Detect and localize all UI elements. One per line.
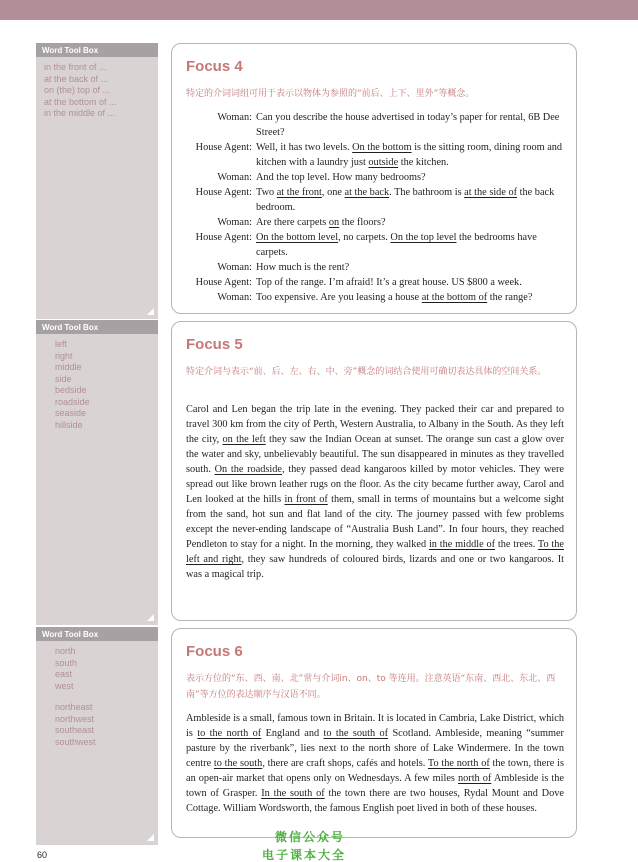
list-item: northeast xyxy=(55,702,93,712)
focus-description: 特定介词与表示“前、后、左、右、中、旁”概念的词结合使用可确切表达具体的空间关系。 xyxy=(186,367,547,377)
list-item: in the front of ... xyxy=(44,62,107,72)
speaker-label: House Agent: xyxy=(195,142,252,153)
focus-title: Focus 6 xyxy=(186,643,243,660)
corner-fold-icon xyxy=(147,308,154,315)
text-run: the back bedroom. xyxy=(256,187,555,213)
underlined-phrase: at the side of xyxy=(464,187,518,198)
underlined-phrase: In the south of xyxy=(261,788,325,799)
word-tool-box-1 xyxy=(36,43,158,319)
text-run: , they saw hundreds of coloured birds, lizards and one or two kangaroos. It was a magical trip. xyxy=(186,554,564,580)
list-item: bedside xyxy=(55,385,87,395)
list-item: at the bottom of ... xyxy=(44,96,117,107)
dialogue-row xyxy=(186,110,564,140)
list-spacer xyxy=(55,692,152,702)
watermark-line-2: 电子课本大全 xyxy=(262,848,347,862)
focus-title: Focus 5 xyxy=(186,336,243,353)
dialogue-line xyxy=(256,230,564,260)
text-run: the range? xyxy=(487,292,533,303)
list-item: east xyxy=(55,669,73,679)
underlined-phrase: at the bottom of xyxy=(421,292,488,303)
underlined-phrase: On the bottom level xyxy=(256,232,339,243)
dialogue-row xyxy=(186,185,564,215)
underlined-phrase: To the left and right xyxy=(186,539,564,565)
text-run: the bedrooms have carpets. xyxy=(256,232,537,258)
page-number: 60 xyxy=(37,850,48,860)
speaker-label: House Agent: xyxy=(195,232,252,243)
list-item: seaside xyxy=(55,408,87,418)
word-tool-box-list xyxy=(36,334,158,431)
text-run: Two xyxy=(256,187,277,198)
speaker-label: Woman: xyxy=(217,172,252,183)
speaker-label: Woman: xyxy=(217,262,252,273)
list-item: roadside xyxy=(55,396,90,407)
dialogue-row xyxy=(186,230,564,260)
focus-5-card xyxy=(171,321,577,621)
list-item: left xyxy=(55,339,68,349)
text-run: Top of the range. I’m afraid! It’s a great house. US $800 a week. xyxy=(256,277,522,288)
list-item: southwest xyxy=(55,736,96,747)
speaker-label: Woman: xyxy=(217,217,252,228)
dialogue-row xyxy=(186,275,564,290)
underlined-phrase: On the bottom xyxy=(352,142,412,153)
list-item: middle xyxy=(55,362,82,372)
text-run: , there are craft shops, cafés and hotels. xyxy=(262,758,428,769)
underlined-phrase: To the north of xyxy=(427,758,490,769)
text-run: Carol and Len began the trip late in the evening. They packed their car and prepared to travel 300 km from the city of Perth, Western Australia, to Albany in the South. As they left the city, xyxy=(186,404,564,445)
watermark-line-1: 微信公众号 xyxy=(275,830,346,844)
text-run: Ambleside is the town of Grasper. xyxy=(186,773,565,799)
text-run: , one xyxy=(321,187,345,198)
underlined-phrase: north of xyxy=(457,773,492,784)
dialogue-row xyxy=(186,170,564,185)
text-run: the town there are two houses, Rydal Mount and Dove Cottage. William Wordsworth, the famous English poet lived in both of these houses. xyxy=(186,788,564,814)
text-run: How much is the rent? xyxy=(256,262,350,273)
focus-title: Focus 4 xyxy=(186,58,243,75)
dialogue-line xyxy=(256,170,564,185)
list-item: in the middle of ... xyxy=(44,108,116,118)
speaker-label: Woman: xyxy=(217,112,252,123)
dialogue-line xyxy=(256,110,564,140)
text-run: Well, it has two levels. xyxy=(256,142,353,153)
speaker-label: Woman: xyxy=(217,292,252,303)
text-run: is the sitting room, dining room and kitchen with a laundry just xyxy=(256,142,563,168)
focus-description: 表示方位的“东、西、南、北”常与介词in、on、to 等连用。注意英语“东南、西北、东北、西南”等方位的表达顺序与汉语不同。 xyxy=(186,674,556,700)
underlined-phrase: to the north of xyxy=(197,728,262,739)
list-item: northwest xyxy=(55,713,95,724)
list-item: southeast xyxy=(55,725,95,735)
underlined-phrase: at the back xyxy=(344,187,390,198)
text-run: . The bathroom is xyxy=(389,187,465,198)
underlined-phrase: to the south of xyxy=(323,728,389,739)
text-run: Are there carpets xyxy=(256,217,329,228)
word-tool-box-title: Word Tool Box xyxy=(36,627,158,641)
text-run: Too expensive. Are you leasing a house xyxy=(256,292,422,303)
underlined-phrase: at the front xyxy=(276,187,322,198)
list-item: at the back of ... xyxy=(44,73,109,84)
text-run: Can you describe the house advertised in today’s paper for rental, 6B Dee Street? xyxy=(256,112,560,138)
list-item: right xyxy=(55,350,73,361)
word-tool-box-2 xyxy=(36,320,158,625)
dialogue-row xyxy=(186,260,564,275)
speaker-label: House Agent: xyxy=(195,277,252,288)
speaker-label: House Agent: xyxy=(195,187,252,198)
top-band xyxy=(0,0,638,20)
text-run: them, small in terms of mountains but a welcome sight from the sand, hot sun and flat land of the city. The journey passed with few problems except the never-ending landscape of “Australia Bush Land”. In four hours, they reached Pendleton to stay for a night. In the morning, they walked xyxy=(186,494,564,550)
underlined-phrase: on xyxy=(328,217,340,228)
text-run: the town, there is an open-air market that opens only on Wednesdays. A few miles xyxy=(186,758,564,784)
dialogue-row xyxy=(186,140,564,170)
dialogue-line xyxy=(256,140,564,170)
text-run: Ambleside is a small, famous town in Britain. It is located in Cambria, Lake District, which is xyxy=(186,713,564,739)
underlined-phrase: On the top level xyxy=(390,232,457,243)
list-item: on (the) top of ... xyxy=(44,85,111,95)
text-run: England and xyxy=(261,728,324,739)
underlined-phrase: On the roadside xyxy=(214,464,282,475)
dialogue-row xyxy=(186,215,564,230)
underlined-phrase: to the south xyxy=(213,758,263,769)
text-run: they saw the Indian Ocean at sunset. The orange sun cast a glow over the water and sky, unbelievably beautiful. The sun disappeared in minutes as they travelled south. xyxy=(186,434,565,475)
dialogue-line xyxy=(256,290,564,305)
underlined-phrase: in front of xyxy=(284,494,328,505)
focus-paragraph xyxy=(186,402,564,582)
focus-description: 特定的介词词组可用于表示以物体为参照的“前后、上下、里外”等概念。 xyxy=(186,89,475,99)
underlined-phrase: on the left xyxy=(222,434,266,445)
word-tool-box-title: Word Tool Box xyxy=(36,320,158,334)
underlined-phrase: in the middle of xyxy=(428,539,496,550)
list-item: north xyxy=(55,646,76,656)
dialogue-line xyxy=(256,260,564,275)
word-tool-box-3 xyxy=(36,627,158,845)
word-tool-box-list xyxy=(36,641,158,748)
focus-4-card xyxy=(171,43,577,314)
word-tool-box-list xyxy=(36,57,158,120)
text-run: , they passed dead kangaroos killed by motor vehicles. They were spread out like brown leather rugs on the floor. As the city became further away, Carol and Len looked at the hills xyxy=(186,464,564,505)
focus-6-card xyxy=(171,628,577,838)
dialogue-row xyxy=(186,290,564,305)
word-tool-box-title: Word Tool Box xyxy=(36,43,158,57)
text-run: the trees. xyxy=(495,539,538,550)
text-run: the kitchen. xyxy=(398,157,449,168)
dialogue-line xyxy=(256,215,564,230)
text-run: Scotland. Ambleside, meaning “summer pasture by the riverbank”, lies next to the north shore of Lake Windermere. In the town centre xyxy=(186,728,564,769)
text-run: And the top level. How many bedrooms? xyxy=(256,172,426,183)
underlined-phrase: outside xyxy=(368,157,399,168)
focus-paragraph xyxy=(186,711,564,816)
list-item: west xyxy=(55,680,74,691)
list-item: south xyxy=(55,657,78,668)
list-item: hillside xyxy=(55,419,83,430)
dialogue-line xyxy=(256,185,564,215)
text-run: the floors? xyxy=(339,217,386,228)
list-item: side xyxy=(55,373,72,384)
dialogue-line xyxy=(256,275,564,290)
corner-fold-icon xyxy=(147,834,154,841)
corner-fold-icon xyxy=(147,614,154,621)
text-run: , no carpets. xyxy=(338,232,391,243)
dialogue xyxy=(186,110,564,305)
